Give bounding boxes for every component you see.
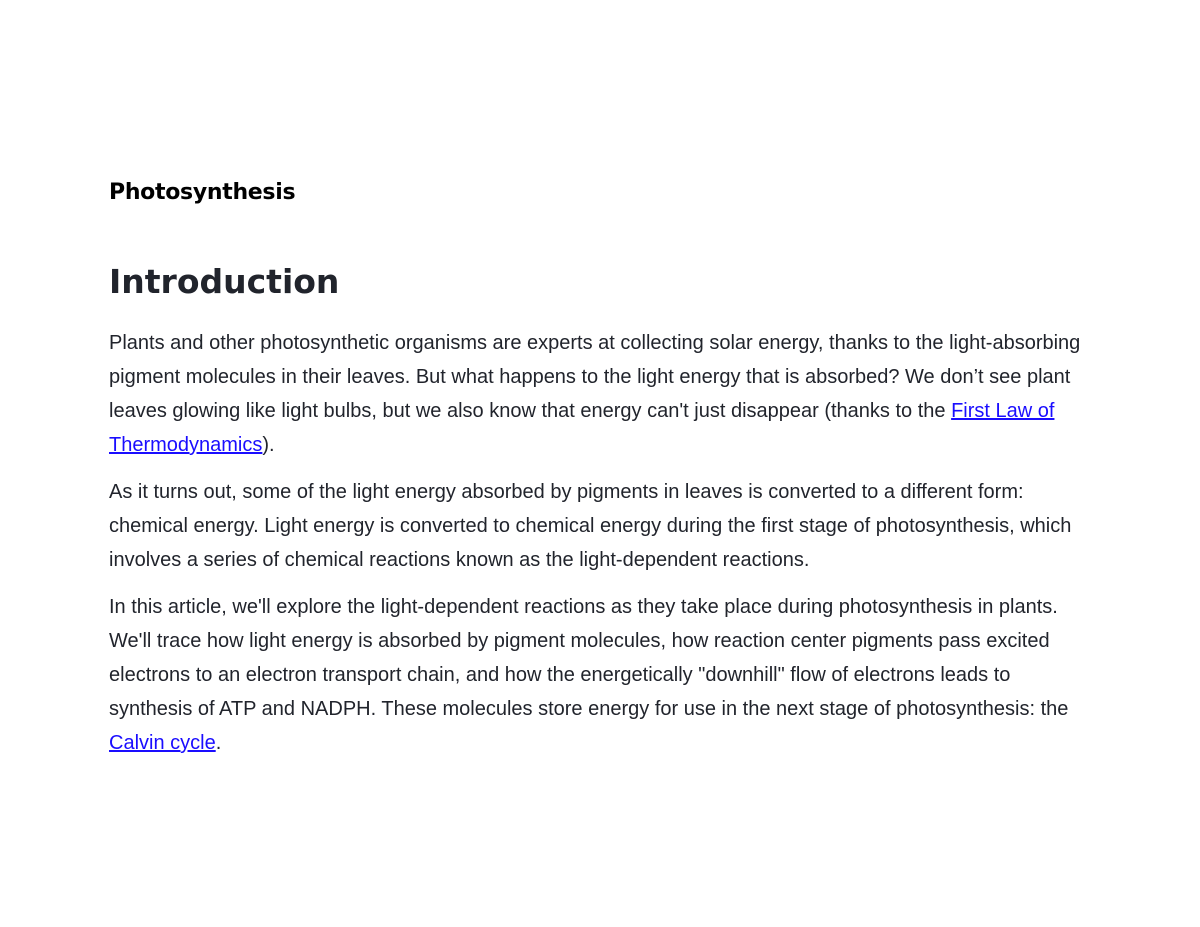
paragraph-text: Plants and other photosynthetic organisms are experts at collecting solar energy, thanks to the light-absorbing pigment molecules in their leaves. But what happens to the light energy that is absorbed? We don’t see plant leaves glowing like light bulbs, but we also know that energy can't just disappear (thanks to the bbox=[109, 332, 1081, 422]
paragraph-article-overview bbox=[109, 590, 1099, 760]
section-heading: Introduction bbox=[109, 262, 340, 301]
first-law-thermodynamics-link[interactable]: First Law of Thermodynamics bbox=[109, 400, 1055, 456]
paragraph-intro bbox=[109, 326, 1099, 462]
paragraph-chemical-energy: As it turns out, some of the light energy absorbed by pigments in leaves is converted to a different form: chemical energy. Light energy is converted to chemical energy during the first stage of photosynthesis, which involves a series of chemical reactions known as the light-dependent reactions. bbox=[109, 481, 1072, 571]
paragraph-text: In this article, we'll explore the light-dependent reactions as they take place during photosynthesis in plants. We'll trace how light energy is absorbed by pigment molecules, how reaction center pigments pass excited electrons to an electron transport chain, and how the energetically "downhill" flow of electrons leads to synthesis of ATP and NADPH. These molecules store energy for use in the next stage of photosynthesis: the bbox=[109, 596, 1069, 720]
paragraph-text: . bbox=[215, 732, 222, 754]
article-body bbox=[109, 326, 1099, 773]
calvin-cycle-link[interactable]: Calvin cycle bbox=[109, 732, 216, 754]
document-title: Photosynthesis bbox=[109, 180, 296, 205]
paragraph-text: ). bbox=[262, 434, 275, 456]
